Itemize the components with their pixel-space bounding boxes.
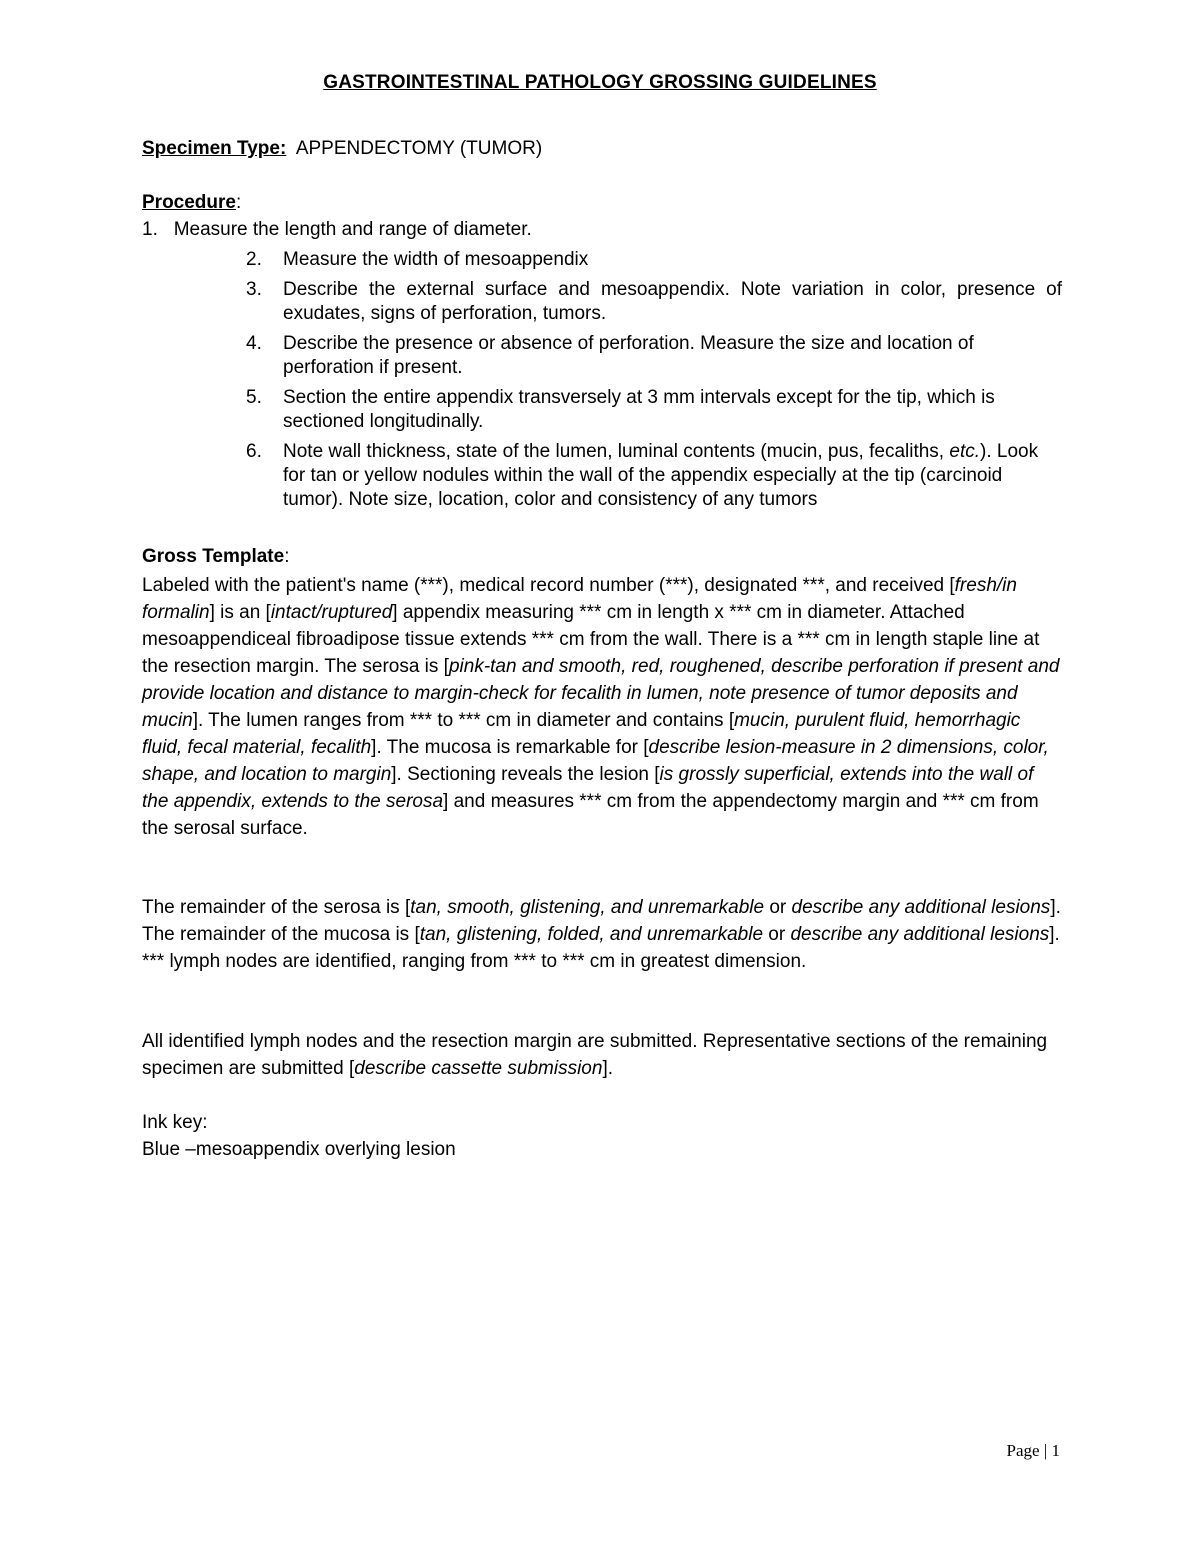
gross-template-paragraph-2: The remainder of the serosa is [tan, smooth, glistening, and unremarkable or describe any additional lesions]. The remainder of the mucosa is [tan, glistening, folded, and unremarkable or describe any additional lesions]. *** lymph nodes are identified, ranging from *** to *** cm in greatest dimension.: [142, 897, 1061, 972]
list-item: 5. Section the entire appendix transversely at 3 mm intervals except for the tip, which is sectioned longitudinally.: [246, 387, 995, 432]
page-title: GASTROINTESTINAL PATHOLOGY GROSSING GUIDELINES: [323, 72, 877, 93]
specimen-type-label: Specimen Type:: [142, 138, 287, 159]
gross-template-label: Gross Template: [142, 546, 285, 567]
gross-template-paragraph-3: All identified lymph nodes and the resection margin are submitted. Representative sections of the remaining specimen are submitted [describe cassette submission].: [142, 1031, 1048, 1079]
page-number: Page | 1: [1006, 1441, 1060, 1460]
procedure-steps: [142, 218, 1062, 512]
ink-key-value: Blue –mesoappendix overlying lesion: [142, 1139, 456, 1160]
gross-template-heading: Gross Template:: [142, 546, 290, 567]
procedure-heading: Procedure:: [142, 192, 242, 213]
list-item: 3. Describe the external surface and mesoappendix. Note variation in color, presence of exudates, signs of perforation, tumors.: [246, 279, 1062, 324]
list-item: 6. Note wall thickness, state of the lumen, luminal contents (mucin, pus, fecaliths, etc.). Look for tan or yellow nodules within the wall of the appendix especially at the tip (carcinoid tumor). Note size, location, color and consistency of any tumors: [246, 441, 1039, 510]
specimen-type: [142, 138, 542, 160]
list-item: 2. Measure the width of mesoappendix: [246, 249, 589, 270]
ink-key: [142, 1109, 1062, 1163]
specimen-type-value: APPENDECTOMY (TUMOR): [295, 138, 543, 159]
procedure-label: Procedure: [142, 192, 236, 213]
ink-key-label: Ink key:: [142, 1112, 208, 1133]
list-item: 1. Measure the length and range of diameter.: [142, 219, 532, 240]
list-item: 4. Describe the presence or absence of perforation. Measure the size and location of perforation if present.: [246, 333, 974, 378]
gross-template-paragraph-1: Labeled with the patient's name (***), medical record number (***), designated ***, and received [fresh/in formalin] is an [intact/ruptured] appendix measuring *** cm in length x *** cm in diameter. Attached mesoappendiceal fibroadipose tissue extends *** cm from the wall. There is a *** cm in length staple line at the resection margin. The serosa is [pink-tan and smooth, red, roughened, describe perforation if present and provide location and distance to margin-check for fecalith in lumen, note presence of tumor deposits and mucin]. The lumen ranges from *** to *** cm in diameter and contains [mucin, purulent fluid, hemorrhagic fluid, fecal material, fecalith]. The mucosa is remarkable for [describe lesion-measure in 2 dimensions, color, shape, and location to margin]. Sectioning reveals the lesion [is grossly superficial, extends into the wall of the appendix, extends to the serosa] and measures *** cm from the appendectomy margin and *** cm from the serosal surface.: [142, 575, 1060, 839]
